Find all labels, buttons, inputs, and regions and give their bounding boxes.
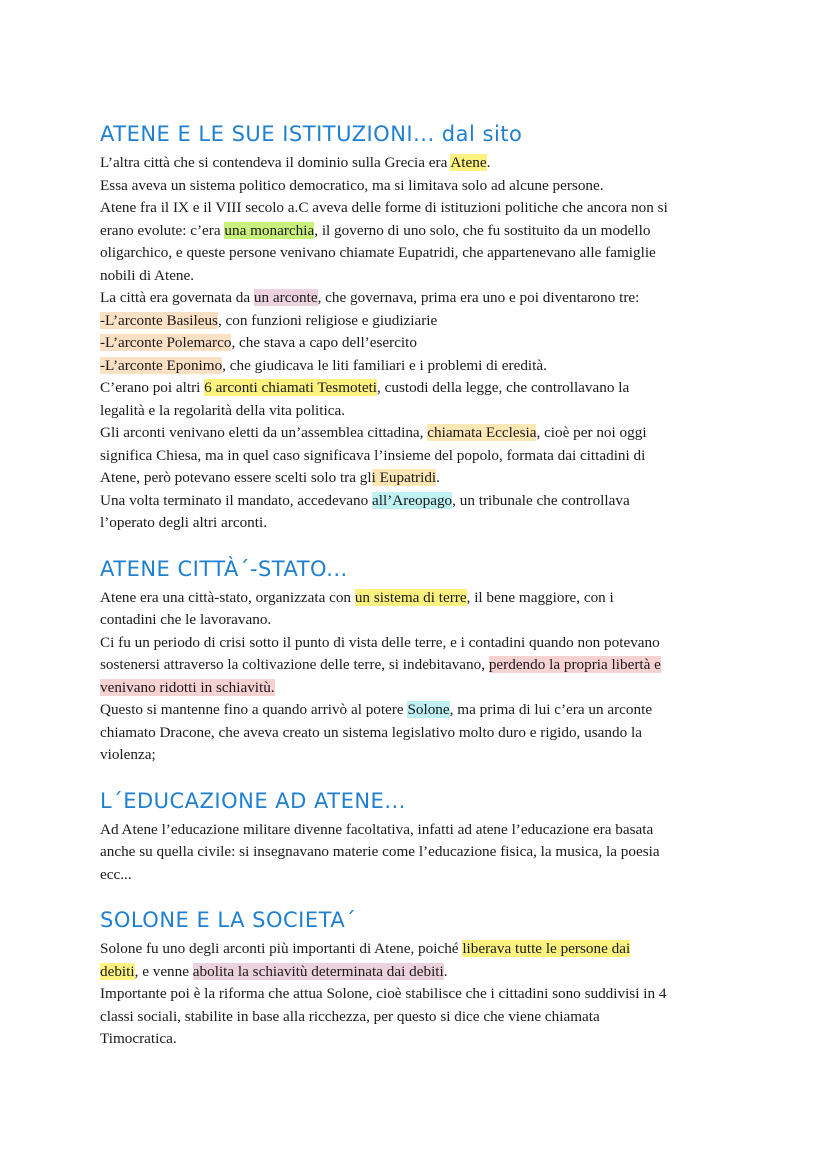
text-line (100, 490, 728, 513)
text-line (100, 242, 728, 265)
text-segment: , il bene maggiore, con i (466, 588, 614, 606)
highlighted-text: -L’arconte Eponimo (100, 356, 223, 374)
text-segment: C’erano poi altri (100, 379, 205, 396)
text-segment: violenza; (100, 746, 156, 763)
text-line (100, 265, 728, 288)
text-segment: sostenersi attraverso la coltivazione delle terre, si indebitavano, (100, 656, 489, 673)
text-line (100, 864, 728, 887)
text-line (100, 422, 728, 445)
section-2 (100, 555, 728, 767)
highlighted-text: debiti (100, 962, 135, 980)
highlighted-text: perdendo la propria libertà e (488, 656, 661, 673)
text-line (100, 677, 728, 700)
text-segment: , che giudicava le liti familiari e i problemi di eredità. (222, 356, 547, 374)
section-4 (100, 906, 728, 1051)
highlighted-text: venivano ridotti in schiavitù. (100, 678, 275, 696)
text-segment: Timocratica. (100, 1030, 177, 1047)
text-segment: contadini che le lavoravano. (100, 611, 272, 628)
text-segment: , che governava, prima era uno e poi diventarono tre: (317, 289, 640, 306)
text-segment: Una volta terminato il mandato, accedevano (100, 491, 373, 509)
text-segment: L’altra città che si contendeva il dominio sulla Grecia era (100, 154, 451, 171)
section-heading: SOLONE E LA SOCIETA´ (100, 908, 357, 932)
section-3 (100, 787, 728, 887)
text-line (100, 197, 728, 220)
text-segment: Ci fu un periodo di crisi sotto il punto di vista delle terre, e i contadini quando non potevano (100, 633, 660, 651)
text-line (100, 699, 728, 722)
text-segment: Essa aveva un sistema politico democratico, ma si limitava solo ad alcune persone. (100, 176, 604, 194)
section-heading: ATENE CITTÀ´-STATO... (100, 556, 348, 581)
text-line (100, 310, 728, 333)
text-segment: nobili di Atene. (100, 266, 195, 284)
highlighted-text: un sistema di terre (354, 588, 467, 606)
text-segment: significa Chiesa, ma in quel caso significava l’insieme del popolo, formata dai cittadini di (100, 446, 646, 464)
highlighted-text: -L’arconte Basileus (100, 311, 218, 329)
section-heading: ATENE E LE SUE ISTITUZIONI... dal sito (100, 122, 523, 146)
text-line (100, 152, 728, 175)
section-heading: L´EDUCAZIONE AD ATENE... (100, 788, 406, 813)
text-segment: Atene fra il IX e il VIII secolo a.C aveva delle forme di istituzioni politiche che ancora non si (100, 199, 668, 216)
text-segment: chiamato Dracone, che aveva creato un sistema legislativo molto duro e rigido, usando la (100, 723, 642, 741)
highlighted-text: Atene (450, 154, 487, 171)
highlighted-text: abolita la schiavitù determinata dai debiti (192, 962, 444, 980)
text-segment: , custodi della legge, che controllavano la (377, 379, 630, 396)
text-line (100, 654, 728, 677)
highlighted-text: all’Areopago (372, 491, 453, 509)
text-segment: , un tribunale che controllava (452, 491, 630, 509)
text-line (100, 609, 728, 632)
text-line (100, 467, 728, 490)
text-segment: , e venne (134, 962, 193, 980)
text-line (100, 632, 728, 655)
text-segment: . (436, 469, 440, 486)
text-segment: , cioè per noi oggi (536, 424, 647, 441)
highlighted-text: -L’arconte Polemarco (100, 334, 232, 351)
highlighted-text: una monarchia (224, 221, 315, 239)
text-segment: Importante poi è la riforma che attua Solone, cioè stabilisce che i cittadini sono suddivisi in 4 (100, 985, 667, 1002)
text-line (100, 961, 728, 984)
text-segment: , che stava a capo dell’esercito (231, 334, 417, 351)
highlighted-text: liberava tutte le persone dai (462, 940, 631, 957)
text-segment: legalità e la regolarità della vita politica. (100, 401, 345, 419)
text-line (100, 722, 728, 745)
text-segment: , ma prima di lui c’era un arconte (449, 701, 653, 718)
highlighted-text: Solone (407, 701, 450, 718)
text-line (100, 377, 728, 400)
text-line (100, 1028, 728, 1051)
text-segment: Gli arconti venivano eletti da un’assemblea cittadina, (100, 424, 428, 441)
text-segment: La città era governata da (100, 289, 254, 306)
text-line (100, 512, 728, 535)
text-segment: , con funzioni religiose e giudiziarie (217, 311, 438, 329)
text-line (100, 983, 728, 1006)
text-segment: Atene, però potevano essere scelti solo tra gl (100, 469, 372, 486)
highlighted-text: 6 arconti chiamati Tesmoteti (204, 379, 378, 396)
text-segment: , il governo di uno solo, che fu sostituito da un modello (314, 221, 651, 239)
text-segment: Questo si mantenne fino a quando arrivò al potere (100, 701, 408, 718)
text-segment: ecc... (100, 865, 132, 883)
text-line (100, 175, 728, 198)
text-segment: oligarchico, e queste persone venivano chiamate Eupatridi, che appartenevano alle famiglie (100, 244, 656, 261)
text-segment: classi sociali, stabilite in base alla ricchezza, per questo si dice che viene chiamata (100, 1007, 600, 1025)
text-line (100, 1006, 728, 1029)
highlighted-text: chiamata Ecclesia (427, 424, 537, 441)
text-line (100, 220, 728, 243)
text-segment: . (443, 962, 448, 980)
section-1 (100, 120, 728, 535)
highlighted-text: i Eupatridi (371, 469, 437, 486)
text-line (100, 400, 728, 423)
text-segment: anche su quella civile: si insegnavano materie come l’educazione fisica, la musica, la poesia (100, 843, 660, 860)
text-line (100, 841, 728, 864)
text-segment: Solone fu uno degli arconti più importanti di Atene, poiché (100, 940, 463, 957)
text-line (100, 744, 728, 767)
text-line (100, 819, 728, 842)
text-line (100, 355, 728, 378)
text-segment: . (486, 154, 491, 171)
text-line (100, 332, 728, 355)
text-line (100, 445, 728, 468)
highlighted-text: un arconte (253, 289, 318, 306)
text-segment: Atene era una città-stato, organizzata con (100, 588, 355, 606)
text-line (100, 587, 728, 610)
text-line (100, 938, 728, 961)
text-line (100, 287, 728, 310)
text-segment: erano evolute: c’era (100, 221, 225, 239)
text-segment: l’operato degli altri arconti. (100, 514, 267, 531)
text-segment: Ad Atene l’educazione militare divenne facoltativa, infatti ad atene l’educazione era basata (100, 820, 654, 838)
